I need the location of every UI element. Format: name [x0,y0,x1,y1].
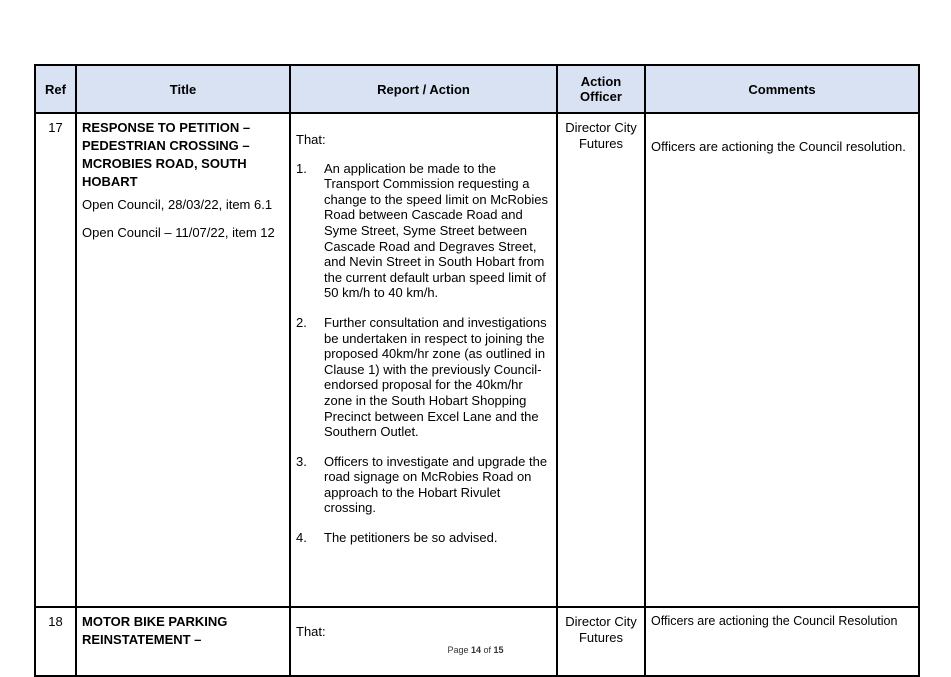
row-report [290,113,557,607]
header-ref: Ref [35,65,76,113]
resolutions-table [34,64,920,677]
header-title: Title [76,65,290,113]
header-officer [557,65,645,113]
header-officer-line2: Officer [580,89,622,104]
row-title [76,113,290,607]
list-item: 1. An application be made to the Transport Commission requesting a change to the speed limit on McRobies Road between Cascade Road and Syme Street, Syme Street between Cascade Road and Degraves Street, and Nevin Street in South Hobart from the current default urban speed limit of 50 km/h to 40 km/h. [296,160,549,301]
row-ref: 17 [35,113,76,607]
row-comments: Officers are actioning the Council Resolution [645,607,919,676]
resolution-list [296,161,548,546]
that-label: That: [296,624,326,639]
header-officer-line1: Action [580,74,622,89]
row-ref: 18 [35,607,76,676]
row-officer: Director City Futures [557,113,645,607]
page-number: Page 14 of 15 [447,645,504,655]
meeting-reference: Open Council, 28/03/22, item 6.1 [82,197,273,212]
row-officer: Director City Futures [557,607,645,676]
row-title-heading: MOTOR BIKE PARKING REINSTATEMENT – [82,614,228,647]
list-item: 2. Further consultation and investigations be undertaken in respect to joining the proposed 40km/hr zone (as outlined in Clause 1) with the previously Council-endorsed proposal for the 40km/hr zone in the South Hobart Shopping Precinct between Excel Lane and the Southern Outlet. [296,314,547,440]
row-title-heading: RESPONSE TO PETITION – PEDESTRIAN CROSSING – MCROBIES ROAD, SOUTH HOBART [82,120,251,189]
row-comments: Officers are actioning the Council resolution. [645,113,919,607]
table-row [35,113,919,607]
meeting-reference: Open Council – 11/07/22, item 12 [82,224,275,240]
header-comments: Comments [645,65,919,113]
list-item: 4. The petitioners be so advised. [296,530,498,546]
table-row [35,607,919,676]
header-report: Report / Action [290,65,557,113]
row-title [76,607,290,676]
that-label: That: [296,132,326,147]
header-row [35,65,919,113]
row-report [290,607,557,676]
list-item: 3. Officers to investigate and upgrade the road signage on McRobies Road on approach to the Hobart Rivulet crossing. [296,453,548,516]
